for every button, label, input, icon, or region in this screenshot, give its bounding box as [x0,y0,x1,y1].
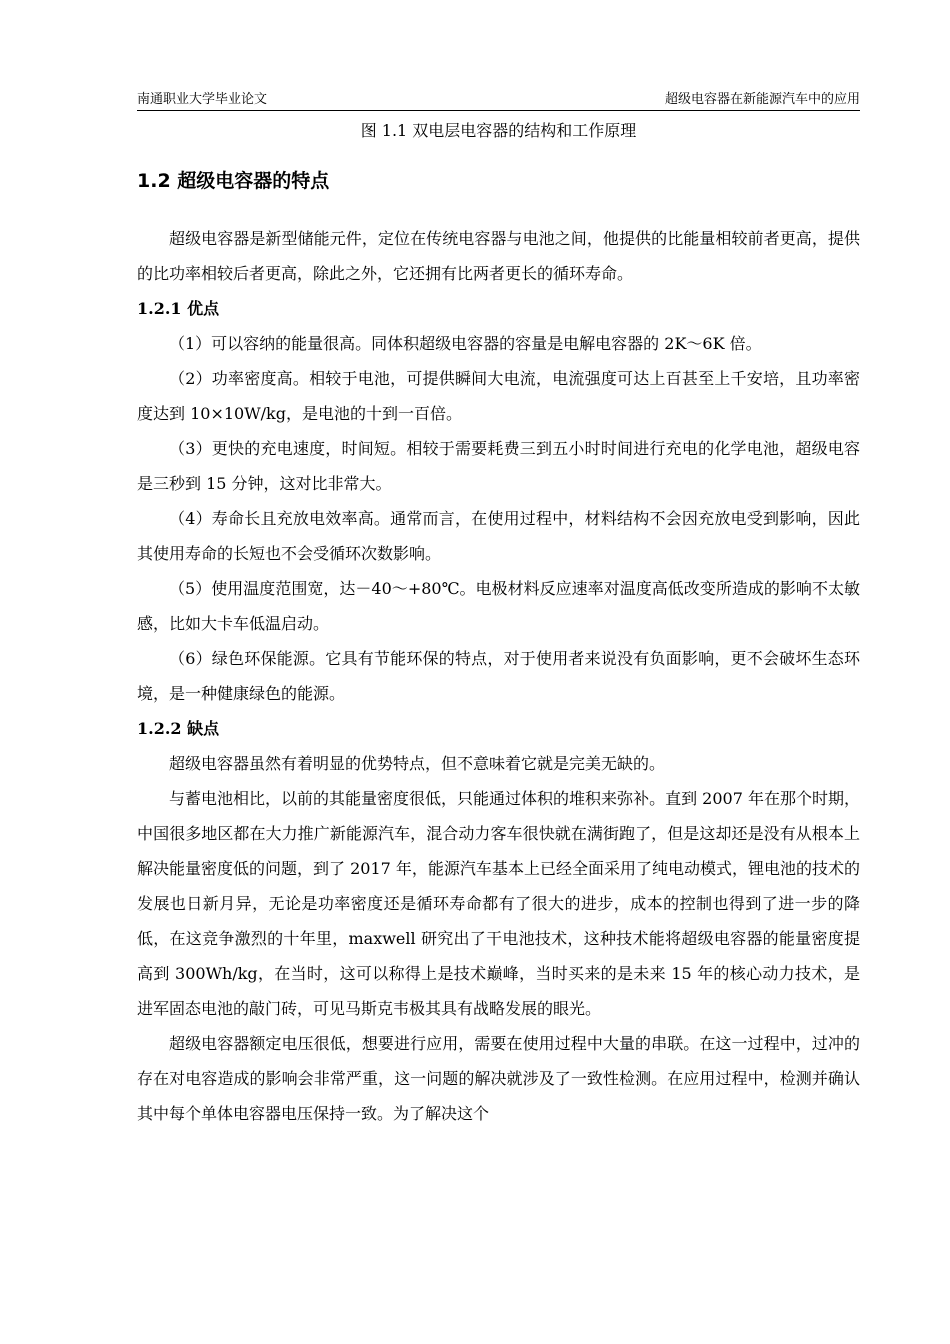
disadvantages-heading: 1.2.2 缺点 [137,719,220,738]
disadvantage-paragraph-1: 超级电容器虽然有着明显的优势特点，但不意味着它就是完美无缺的。 [169,754,666,773]
advantage-item-4: （4）寿命长且充放电效率高。通常而言，在使用过程中，材料结构不会因充放电受到影响，因此其使用寿命的长短也不会受循环次数影响。 [137,509,860,563]
disadvantage-paragraph-3: 超级电容器额定电压很低，想要进行应用，需要在使用过程中大量的串联。在这一过程中，过冲的存在对电容造成的影响会非常严重，这一问题的解决就涉及了一致性检测。在应用过程中，检测并确认其中每个单体电容器电压保持一致。为了解决这个 [137,1034,860,1123]
header-thesis-title: 超级电容器在新能源汽车中的应用 [664,92,860,107]
disadvantage-paragraph-2: 与蓄电池相比，以前的其能量密度很低，只能通过体积的堆积来弥补。直到 2007 年在那个时期，中国很多地区都在大力推广新能源汽车，混合动力客车很快就在满街跑了，但是这却还是没有从根本上解决能量密度低的问题，到了 2017 年，能源汽车基本上已经全面采用了纯电动模式，锂电池的技术的发展也日新月异，无论是功率密度还是循环寿命都有了很大的进步，成本的控制也得到了进一步的降低，在这竞争激烈的十年里，maxwell 研究出了干电池技术，这种技术能将超级电容器的能量密度提高到 300Wh/kg，在当时，这可以称得上是技术巅峰，当时买来的是未来 15 年的核心动力技术，是进军固态电池的敲门砖，可见马斯克韦极其具有战略发展的眼光。 [137,789,860,1018]
advantage-item-3: （3）更快的充电速度，时间短。相较于需要耗费三到五小时时间进行充电的化学电池，超级电容是三秒到 15 分钟，这对比非常大。 [137,439,860,493]
advantage-item-5: （5）使用温度范围宽，达－40～+80℃。电极材料反应速率对温度高低改变所造成的影响不太敏感，比如大卡车低温启动。 [137,579,860,633]
advantage-item-6: （6）绿色环保能源。它具有节能环保的特点，对于使用者来说没有负面影响，更不会破坏生态环境，是一种健康绿色的能源。 [137,649,860,703]
section-title: 1.2 超级电容器的特点 [137,170,330,192]
intro-paragraph: 超级电容器是新型储能元件，定位在传统电容器与电池之间，他提供的比能量相较前者更高，提供的比功率相较后者更高，除此之外，它还拥有比两者更长的循环寿命。 [137,229,860,283]
body-text [137,221,860,1131]
advantage-item-2: （2）功率密度高。相较于电池，可提供瞬间大电流，电流强度可达上百甚至上千安培，且功率密度达到 10×10W/kg，是电池的十到一百倍。 [137,369,860,423]
page-header [137,92,860,111]
advantages-heading: 1.2.1 优点 [137,299,220,318]
figure-caption: 图 1.1 双电层电容器的结构和工作原理 [360,121,637,140]
header-thesis-label: 南通职业大学毕业论文 [137,92,268,107]
advantage-item-1: （1）可以容纳的能量很高。同体积超级电容器的容量是电解电容器的 2K～6K 倍。 [169,334,762,353]
